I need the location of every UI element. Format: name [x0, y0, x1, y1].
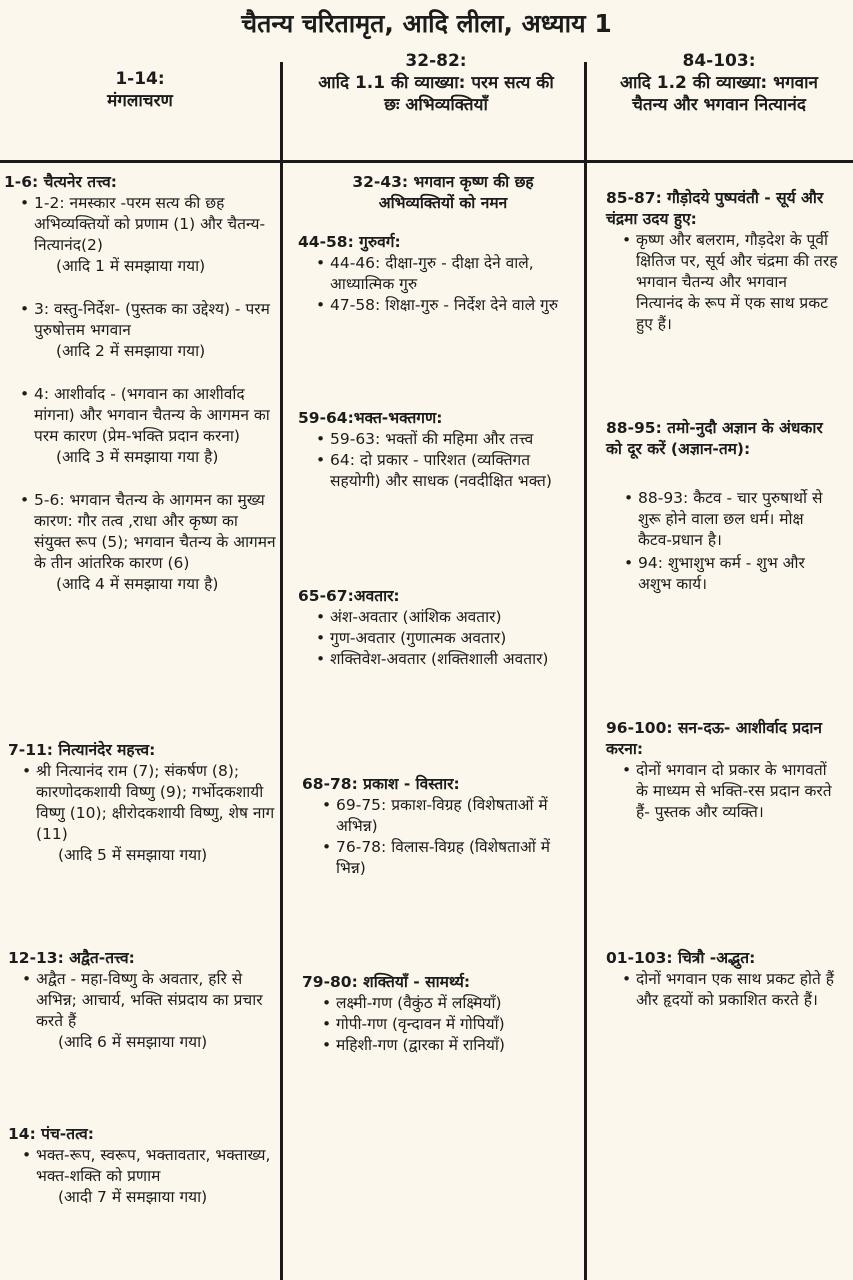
section-heading: 68-78: प्रकाश - विस्तार:	[302, 775, 460, 793]
section-heading: 59-64:भक्त-भक्तगण:	[298, 409, 443, 427]
section-heading: 1-6: चैत्यनेर तत्त्व:	[4, 173, 117, 191]
column-range: 84-103:	[682, 51, 756, 71]
section-list	[8, 761, 276, 866]
section-list	[302, 795, 576, 879]
list-item: • गोपी-गण (वृन्दावन में गोपियाँ)	[320, 1014, 576, 1035]
column-label: आदि 1.2 की व्याख्या: भगवान चैतन्य और भगवान नित्यानंद	[620, 73, 818, 115]
list-item: • 76-78: विलास-विग्रह (विशेषताओं में भिन्न)	[320, 837, 576, 879]
header-divider	[0, 160, 853, 163]
section-heading: 85-87: गौड़ोदये पुष्पवंतौ - सूर्य और चंद्रमा उदय हुए:	[606, 189, 824, 228]
list-item: • श्री नित्यानंद राम (7); संकर्षण (8); कारणोदकशायी विष्णु (9); गर्भोदकशायी विष्णु (10); क्षीरोदकशायी विष्णु, शेष नाग (11) (आदि 5 में समझाया गया)	[20, 761, 276, 866]
section-list	[4, 193, 276, 595]
list-item: • 5-6: भगवान चैतन्य के आगमन का मुख्य कारण: गौर तत्व ,राधा और कृष्ण का संयुक्त रूप (5); भगवान चैतन्य के आगमन के तीन आंतरिक कारण (6) (आदि 4 में समझाया गया है)	[18, 490, 276, 595]
column-header-2	[318, 50, 554, 116]
list-item: • दोनों भगवान एक साथ प्रकट होते हैं और हृदयों को प्रकाशित करते हैं।	[620, 969, 838, 1011]
section-wonderful	[606, 948, 838, 1011]
list-item: • 94: शुभाशुभ कर्म - शुभ और अशुभ कार्य।	[622, 553, 838, 595]
section-heading: 96-100: सन-दऊ- आशीर्वाद प्रदान करना:	[606, 719, 823, 758]
section-blessing	[606, 718, 838, 823]
list-item: • 1-2: नमस्कार -परम सत्य की छह अभिव्यक्तियों को प्रणाम (1) और चैतन्य-नित्यानंद(2) (आदि 1 में समझाया गया)	[18, 193, 276, 277]
list-item: • 3: वस्तु-निर्देश- (पुस्तक का उद्देश्य) - परम पुरुषोत्तम भगवान (आदि 2 में समझाया गया)	[18, 299, 276, 362]
column-divider	[280, 62, 283, 1280]
section-heading: 01-103: चित्रौ -अद्भुत:	[606, 949, 756, 967]
list-item: • शक्तिवेश-अवतार (शक्तिशाली अवतार)	[314, 649, 576, 670]
section-list	[606, 969, 838, 1011]
section-list	[8, 969, 276, 1053]
section-nityananda	[8, 740, 276, 866]
column-label: मंगलाचरण	[107, 91, 173, 111]
column-header-3	[608, 50, 830, 116]
explanation-note: (आदि 2 में समझाया गया)	[56, 342, 206, 360]
column-divider	[584, 62, 587, 1280]
section-list	[298, 607, 576, 670]
list-item: • गुण-अवतार (गुणात्मक अवतार)	[314, 628, 576, 649]
section-heading: 14: पंच-तत्व:	[8, 1125, 95, 1143]
section-heading: 44-58: गुरुवर्ग:	[298, 233, 401, 251]
list-item: • कृष्ण और बलराम, गौड़देश के पूर्वी क्षितिज पर, सूर्य और चंद्रमा की तरह भगवान चैतन्य और भगवान नित्यानंद के रूप में एक साथ प्रकट हुए हैं।	[620, 230, 838, 335]
section-six-manifestations	[318, 172, 568, 214]
section-prakasha	[302, 774, 576, 879]
section-heading: 7-11: नित्यानंदेर महत्त्व:	[8, 741, 156, 759]
list-item: • अद्वैत - महा-विष्णु के अवतार, हरि से अभिन्न; आचार्य, भक्ति संप्रदाय का प्रचार करते हैं (आदि 6 में समझाया गया)	[20, 969, 276, 1053]
section-list	[302, 993, 576, 1056]
section-advaita	[8, 948, 276, 1053]
column-header-1	[50, 68, 230, 112]
section-avatar	[298, 586, 576, 670]
section-list	[298, 429, 576, 492]
list-item: • दोनों भगवान दो प्रकार के भागवतों के माध्यम से भक्ति-रस प्रदान करते हैं- पुस्तक और व्यक्ति।	[620, 760, 838, 823]
column-range: 32-82:	[405, 51, 467, 71]
explanation-note: (आदि 1 में समझाया गया)	[56, 257, 206, 275]
section-pancha-tattva	[8, 1124, 276, 1208]
section-list	[606, 488, 838, 595]
section-bhakta	[298, 408, 576, 492]
section-guru-varga	[298, 232, 576, 316]
list-item: • 88-93: कैटव - चार पुरुषार्थो से शुरू होने वाला छल धर्म। मोक्ष कैटव-प्रधान है।	[622, 488, 838, 551]
section-heading: 12-13: अद्वैत-तत्त्व:	[8, 949, 135, 967]
section-list	[606, 230, 838, 335]
list-item: • 64: दो प्रकार - पारिशत (व्यक्तिगत सहयोगी) और साधक (नवदीक्षित भक्त)	[314, 450, 576, 492]
list-item: • 44-46: दीक्षा-गुरु - दीक्षा देने वाले, आध्यात्मिक गुरु	[314, 253, 576, 295]
list-item: • लक्ष्मी-गण (वैकुंठ में लक्ष्मियाँ)	[320, 993, 576, 1014]
section-list	[606, 760, 838, 823]
list-item: • 4: आशीर्वाद - (भगवान का आशीर्वाद मांगना) और भगवान चैतन्य के आगमन का परम कारण (प्रेम-भक्ति प्रदान करना) (आदि 3 में समझाया गया है)	[18, 384, 276, 468]
explanation-note: (आदि 6 में समझाया गया)	[58, 1033, 208, 1051]
list-item: • 47-58: शिक्षा-गुरु - निर्देश देने वाले गुरु	[314, 295, 576, 316]
page-title: चैतन्य चरितामृत, आदि लीला, अध्याय 1	[241, 9, 612, 38]
explanation-note: (आदी 7 में समझाया गया)	[58, 1188, 208, 1206]
section-chaitanya-tattva	[4, 172, 276, 595]
section-heading: 88-95: तमो-नुदौ अज्ञान के अंधकार को दूर करें (अज्ञान-तम):	[606, 419, 823, 458]
section-shaktis	[302, 972, 576, 1056]
section-sun-moon	[606, 188, 838, 335]
section-list	[298, 253, 576, 316]
list-item: • 59-63: भक्तों की महिमा और तत्त्व	[314, 429, 576, 450]
section-list	[8, 1145, 276, 1208]
explanation-note: (आदि 5 में समझाया गया)	[58, 846, 208, 864]
section-heading: 65-67:अवतार:	[298, 587, 400, 605]
list-item: • 69-75: प्रकाश-विग्रह (विशेषताओं में अभिन्न)	[320, 795, 576, 837]
column-range: 1-14:	[115, 69, 165, 89]
explanation-note: (आदि 3 में समझाया गया है)	[56, 448, 219, 466]
section-heading: 32-43: भगवान कृष्ण की छह अभिव्यक्तियों को नमन	[352, 173, 534, 212]
section-tamo-nudau	[606, 418, 838, 595]
list-item: • अंश-अवतार (आंशिक अवतार)	[314, 607, 576, 628]
section-heading: 79-80: शक्तियाँ - सामर्थ्य:	[302, 973, 471, 991]
list-item: • महिशी-गण (द्वारका में रानियाँ)	[320, 1035, 576, 1056]
list-item: • भक्त-रूप, स्वरूप, भक्तावतार, भक्ताख्य, भक्त-शक्ति को प्रणाम (आदी 7 में समझाया गया)	[20, 1145, 276, 1208]
column-label: आदि 1.1 की व्याख्या: परम सत्य की छः अभिव्यक्तियाँ	[318, 73, 554, 115]
explanation-note: (आदि 4 में समझाया गया है)	[56, 575, 219, 593]
